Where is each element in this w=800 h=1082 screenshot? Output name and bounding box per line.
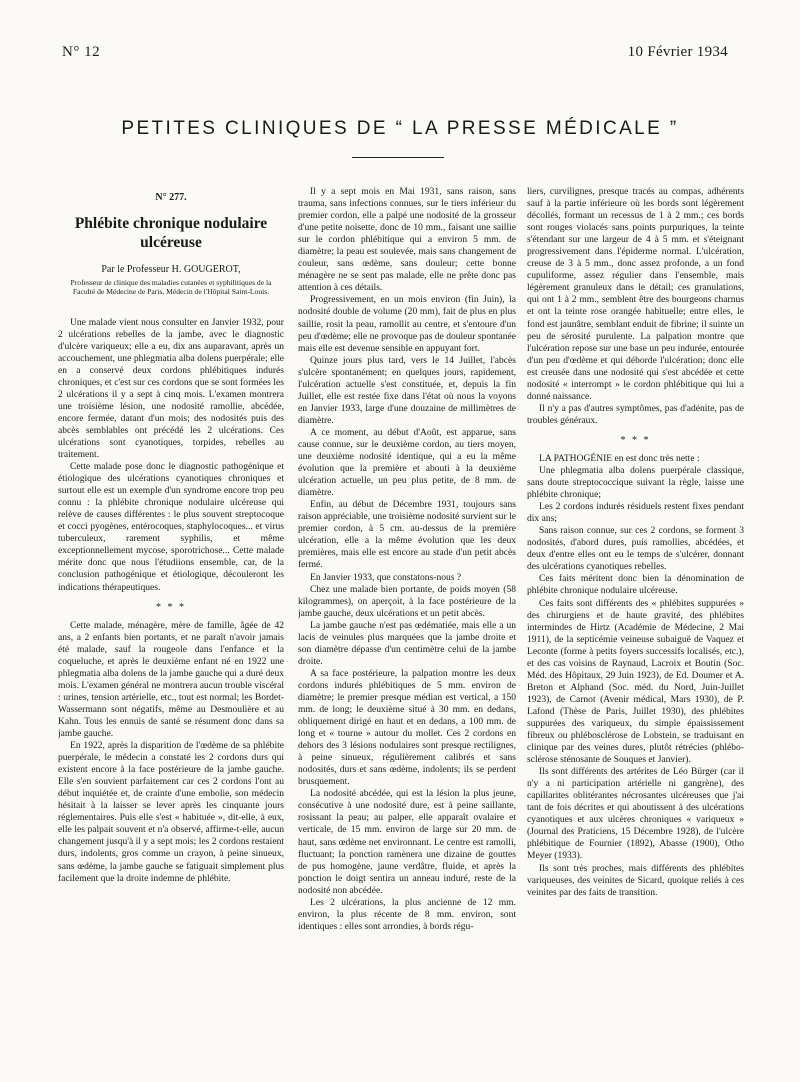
page-header xyxy=(0,0,800,80)
paragraph: A ce moment, au début d'Août, est apparue, sans cause connue, sur le deuxième cordon, au tiers moyen, une deuxième nodosité identique, qui a eu la même évolution que la première et abouti à la deuxième ulcération actuelle, un peu plus petite, de 8 mm. de diamètre. xyxy=(298,426,516,499)
paragraph: Les 2 cordons indurés résiduels restent fixes pendant dix ans; xyxy=(527,501,744,525)
paragraph: Enfin, au début de Décembre 1931, toujours sans raison appréciable, une troisième nodosité survient sur le premier cordon, à 5 cm. au-dessus de la première ulcération, elle a la même évolution que les deux premières, mais elle est encore au stade d'un petit abcès fermé. xyxy=(298,499,516,571)
paragraph: Il y a sept mois en Mai 1931, sans raison, sans trauma, sans infections connues, sur le tiers inférieur du premier cordon, elle a palpé une nodosité de la grosseur d'une petite noisette, donc de 10 mm., faisant une saillie sur le cordon phlébitique qui a environ 5 mm. de diamètre; la peau est soulevée, mais sans changement de couleur, sans œdème, sans douleur; cette bonne ménagère ne se sent pas malade, elle ne prête donc pas attention à ces détails. xyxy=(298,186,516,294)
column-2 xyxy=(298,186,516,1066)
paragraph: Quinze jours plus tard, vers le 14 Juillet, l'abcès s'ulcère spontanément; en quelques jours, rapidement, l'ulcération actuelle s'est constituée, et, depuis la fin Juillet, elle est restée fixe dans l'état où nous la voyons en Janvier 1933, large d'une douzaine de millimètres de diamètre. xyxy=(298,354,516,426)
paragraph: En 1922, après la disparition de l'œdème de sa phlébite puerpérale, le médecin a constaté les 2 cordons durs qui existent encore à la face postérieure de la jambe gauche. Elle s'en souvient parfaitement car ces 2 cordons l'ont au début inquiétée et, de crainte d'une embolie, son médecin hésitait à la laisser se lever après les cinquante jours réglementaires. Puis elle s'est « habituée », dit-elle, à eux, elle les palpait souvent et n'a observé, affirme-t-elle, aucun changement jusqu'à il y a sept mois; les 2 cordons restaient durs, indolents, gros comme un crayon, à peine sinueux, sans œdème, la jambe gauche se fatiguait simplement plus facilement que la droite indemne de phlébite. xyxy=(58,740,284,884)
article-number: N° 277. xyxy=(155,192,187,203)
paragraph: Les 2 ulcérations, la plus ancienne de 12 mm. environ, la plus récente de 8 mm. environ, sont identiques : elles sont arrondies, à bords régu- xyxy=(298,896,516,932)
paragraph: Ces faits sont différents des « phlébites suppurées » des chirurgiens et de haute gravité, des phlébites intermindes de Hirtz (Académie de Médecine, 2 Mai 1911), de la septicémie veineuse subaiguë de Vaquez et Leconte (forme à petits foyers successifs localisés, etc.), et des cas voisins de Raynaud, Lacroix et Boutin (Soc. Méd. des Hôpitaux, 29 Juin 1923), de Ed. Doumer et A. Breton et Alphand (Soc. méd. du Nord, Juin-Juillet 1923), de Carnot (Avenir médical, Mars 1930), de P. Lafond (Thèse de Paris, Juillet 1930), des phlébites suppurées des variqueux, du simple épaississement fibreux ou phlébosclérose de Lobstein, se traduisant en clinique par des veines dures, plutôt rétrécies (phlébo-sclérose sténosante de Souques et Janvier). xyxy=(527,597,744,766)
paragraph: A sa face postérieure, la palpation montre les deux cordons indurés phlébitiques de 5 mm. environ de diamètre; le premier presque médian est vertical, a 150 mm. de long; le deuxième situé à 30 mm. en dedans, obliquement dirigé en haut et en dedans, a 100 mm. de long et « tourne » autour du mollet. Ces 2 cordons en dehors des 3 lésions nodulaires sont presque rectilignes, à peine sinueux, régulièrement calibrés et sans nodosités, durs et sans œdème, indolents; ils se perdent brusquement. xyxy=(298,667,516,788)
paragraph: Cette malade pose donc le diagnostic pathogénique et étiologique des ulcérations cyanotiques chroniques et surtout elle est un exemple d'un syndrome encore trop peu connu : la phlébite chronique nodulaire ulcéreuse qui relève de causes différentes : le plus souvent streptocoque et cocci pyogènes, entérocoques, staphylocoques... et virus tuberculeux, rarement syphilis, et même exceptionnellement mycose, sporotrichose... Cette malade mérite donc que nous l'étudiions ensemble, car, de la conclusion pathogénique et étiologique, découleront les indications thérapeutiques. xyxy=(58,461,284,593)
section-separator-stars: * * * xyxy=(156,601,186,613)
paragraph: Chez une malade bien portante, de poids moyen (58 kilogrammes), on aperçoit, à la face postérieure de la jambe gauche, deux ulcérations et un petit abcès. xyxy=(298,583,516,619)
paragraph: LA PATHOGÉNIE en est donc très nette : xyxy=(539,452,700,464)
section-separator-stars: * * * xyxy=(620,434,651,446)
issue-date: 10 Février 1934 xyxy=(627,44,728,60)
paragraph: La nodosité abcédée, qui est la lésion la plus jeune, consécutive à une nodosité dure, est à peine saillante, rosissant la peau; au palper, elle apparaît ovalaire et verticale, de 15 mm. environ de large sur 20 mm. de haut, sans œdème net environnant. Le centre est ramolli, fluctuant; la ponction ramènera une dizaine de gouttes de pus homogène, jaune verdâtre, fluide, et après la ponction le doigt sentira un anneau induré, reste de la nodosité non abcédée. xyxy=(298,788,516,896)
column-1 xyxy=(58,186,284,1066)
paragraph: Cette malade, ménagère, mère de famille, âgée de 42 ans, a 2 enfants bien portants, et ne paraît n'avoir jamais été malade, sauf la rougeole dans l'enfance et la coqueluche, et après le deuxième enfant né en 1922 une phlegmatia alba dolens de la jambe gauche qui a duré deux mois. L'examen général ne montrera aucun trouble viscéral : urines, tension artérielle, etc., tout est normal; les Bordet-Wassermann sont négatifs, même au Desmoulière et au Kahn. Tous les ennuis de santé se résument donc dans sa jambe gauche. xyxy=(58,619,284,739)
paragraph: Il n'y a pas d'autres symptômes, pas d'adénite, pas de troubles généraux. xyxy=(527,402,744,426)
paragraph: liers, curvilignes, presque tracés au compas, adhérents sauf à la partie inférieure où les bords sont légèrement décollés, formant un recessus de 1 à 2 mm.; ces bords sont rouges violacés sans points purpuriques, la teinte s'étendant sur une largeur de 4 à 5 mm. et s'éteignant progressivement dans l'épiderme normal. L'ulcération, creuse de 3 à 5 mm., donc assez profonde, a un fond cupuliforme, assez régulier dans l'ensemble, mais légèrement granuleux dans le détail; ces granulations, qui ont 1 à 2 mm., semblent être des bourgeons charnus et ont la teinte rose orangée habituelle; entre elles, le fond est jaunâtre, semblant enduit de fibrine; il suinte un peu de sérosité purulente. La palpation montre que l'ulcération repose sur une base un peu indurée, entourée d'un peu d'œdème et qui déborde l'ulcération; donc elle est creusée dans une nodosité qui s'est abcédée et cette nodosité « interrompt » le cordon phlébitique qui lui a donné naissance. xyxy=(527,186,744,402)
author-affiliation: Professeur de clinique des maladies cutanées et syphilitiques de la Faculté de Médecine de Paris, Médecin de l'Hôpital Saint-Louis. xyxy=(70,278,272,297)
paragraph: Ces faits méritent donc bien la dénomination de phlébite chronique nodulaire ulcéreuse. xyxy=(527,573,744,597)
article-title: Phlébite chronique nodulaire ulcéreuse xyxy=(74,215,268,252)
section-title: PETITES CLINIQUES DE “ LA PRESSE MÉDICALE ” xyxy=(121,118,679,139)
paragraph: Progressivement, en un mois environ (fin Juin), la nodosité double de volume (20 mm), fait de plus en plus saillie, rosit la peau, ramollit au centre, et s'entoure d'un peu d'œdème; elle ne provoque pas de douleur spontanée mais elle est devenue sensible en appuyant fort. xyxy=(298,294,516,354)
paragraph: La jambe gauche n'est pas œdématiée, mais elle a un lacis de veinules plus marquées que la jambe droite et son diamètre dépasse d'un centimètre celui de la jambe droite. xyxy=(298,619,516,667)
paragraph: Ils sont différents des artérites de Léo Bürger (car il n'y a ni participation artérielle ni gangrène), des capillarites oblitérantes nécrosantes ulcéreuses que j'ai tant de fois décrites et qui aboutissent à des ulcérations cyanotiques et aux ulcères chroniques « variqueux » (Journal des Praticiens, 15 Décembre 1928), de l'ulcère phlébitique de Fournier (1892), Abasse (1900), Otho Meyer (1933). xyxy=(527,766,744,862)
paragraph: Une malade vient nous consulter en Janvier 1932, pour 2 ulcérations rebelles de la jambe, avec le diagnostic d'ulcère variqueux; elle a eu, dix ans auparavant, après un accouchement, une phlegmatia alba dolens puerpérale; elle en a conservé deux cordons phlébitiques indurés chroniques, et c'est sur ces cordons que se sont formées les 2 ulcérations il y a sept à cinq mois. L'examen montrera une troisième lésion, une nodosité ramollie, abcédée, encore fermée, datant d'un mois; des nodosités puis des abcès semblables ont précédé les 2 ulcérations. Ces ulcérations sont cyanotiques, torpides, rebelles au traitement. xyxy=(58,316,284,461)
article-byline: Par le Professeur H. GOUGEROT, xyxy=(101,264,241,276)
column-3 xyxy=(527,186,744,1066)
issue-number: N° 12 xyxy=(62,44,101,60)
paragraph: Sans raison connue, sur ces 2 cordons, se forment 3 nodosités, d'abord dures, puis ramollies, abcédées, et deux d'entre elles ont eu le temps de s'ulcérer, donnant des ulcérations cyanotiques rebelles. xyxy=(527,525,744,573)
paragraph: Une phlegmatia alba dolens puerpérale classique, sans doute streptococcique suivant la règle, laisse une phlébite chronique; xyxy=(527,464,744,501)
paragraph: Ils sont très proches, mais différents des phlébites variqueuses, des veinites de Sicard, quoique reliés à ces veinites par des faits de transition. xyxy=(527,862,744,898)
title-rule xyxy=(352,157,444,158)
paragraph: En Janvier 1933, que constatons-nous ? xyxy=(310,571,462,583)
